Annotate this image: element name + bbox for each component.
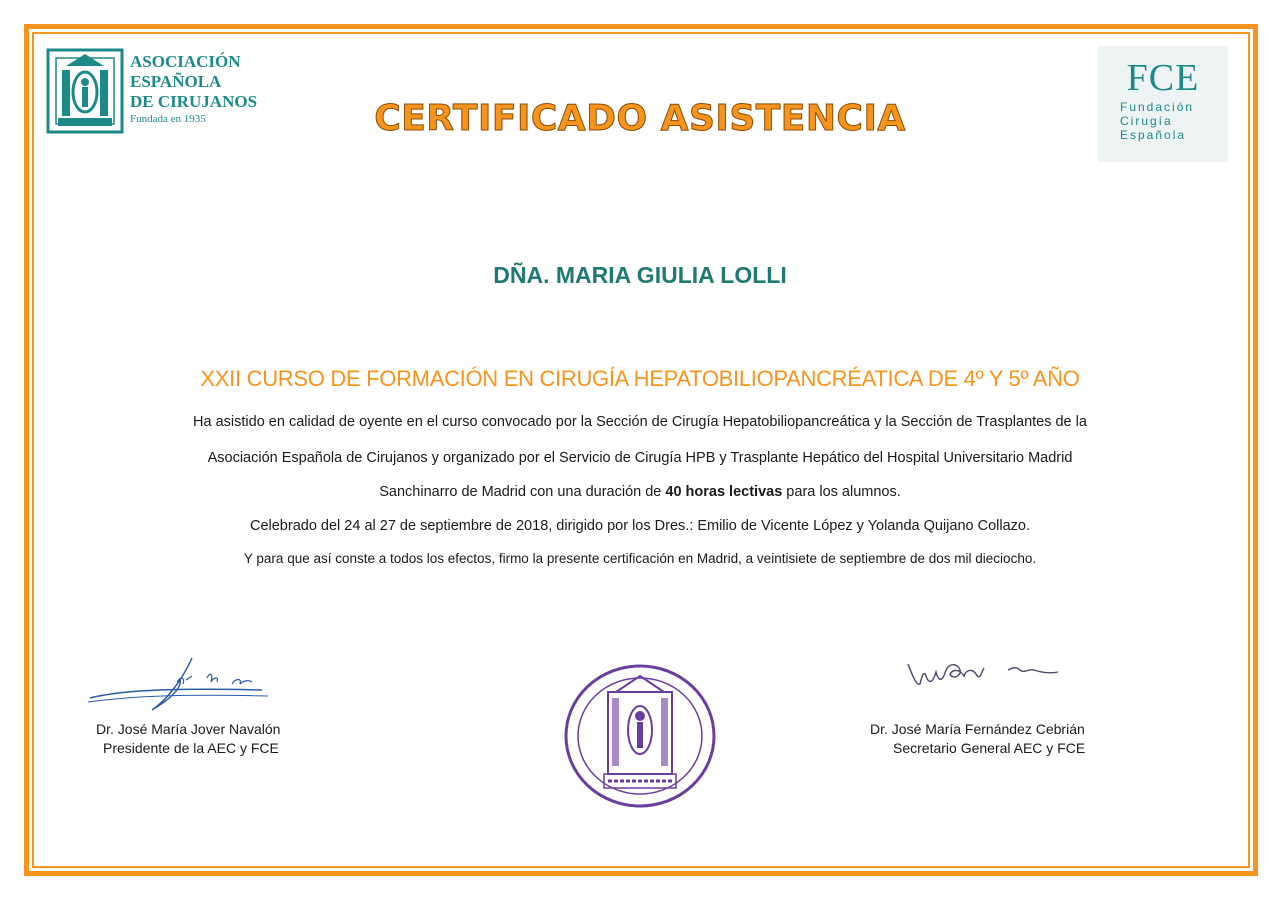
body-line-3 <box>0 484 1280 500</box>
body-line-5: Y para que así conste a todos los efectos, firmo la presente certificación en Madrid, a veintisiete de septiembre de dos mil dieciocho. <box>243 551 1037 566</box>
signatory-right-role: Secretario General AEC y FCE <box>893 740 1086 756</box>
fce-line2: Cirugía <box>1120 114 1173 128</box>
signatory-left <box>96 720 280 758</box>
aec-line3: DE CIRUJANOS <box>130 92 258 111</box>
body-line-4: Celebrado del 24 al 27 de septiembre de 2018, dirigido por los Dres.: Emilio de Vicente López y Yolanda Quijano Collazo. <box>249 518 1030 534</box>
course-title: XXII CURSO DE FORMACIÓN EN CIRUGÍA HEPATOBILIOPANCRÉATICA DE 4º Y 5º AÑO <box>200 366 1080 391</box>
signature-right-icon <box>900 650 1080 695</box>
signatory-left-role: Presidente de la AEC y FCE <box>103 740 279 756</box>
body-line-2: Asociación Española de Cirujanos y organizado por el Servicio de Cirugía HPB y Trasplante Hepático del Hospital Universitario Madrid <box>207 450 1073 466</box>
body-line-3-end: para los alumnos. <box>782 484 901 500</box>
recipient-name: DÑA. MARIA GIULIA LOLLI <box>493 262 787 288</box>
body-line-3-start: Sanchinarro de Madrid con una duración de <box>379 484 666 500</box>
signatory-right-name: Dr. José María Fernández Cebrián <box>870 721 1085 737</box>
signature-left-icon <box>82 650 272 720</box>
fce-logo-title: FCE <box>1126 57 1200 99</box>
signatory-left-name: Dr. José María Jover Navalón <box>96 721 281 737</box>
aec-line2: ESPAÑOLA <box>130 72 222 91</box>
aec-line1: ASOCIACIÓN <box>130 52 241 71</box>
course-hours: 40 horas lectivas <box>665 484 783 500</box>
body-line-1: Ha asistido en calidad de oyente en el curso convocado por la Sección de Cirugía Hepatobiliopancreática y la Sección de Trasplantes de la <box>193 414 1087 430</box>
aec-founded: Fundada en 1935 <box>130 113 206 125</box>
fce-line1: Fundación <box>1120 100 1195 114</box>
official-stamp-icon <box>560 662 720 810</box>
fce-line3: Española <box>1120 128 1187 142</box>
signatory-right <box>870 720 1085 758</box>
certificate-title: CERTIFICADO ASISTENCIA <box>374 98 906 139</box>
